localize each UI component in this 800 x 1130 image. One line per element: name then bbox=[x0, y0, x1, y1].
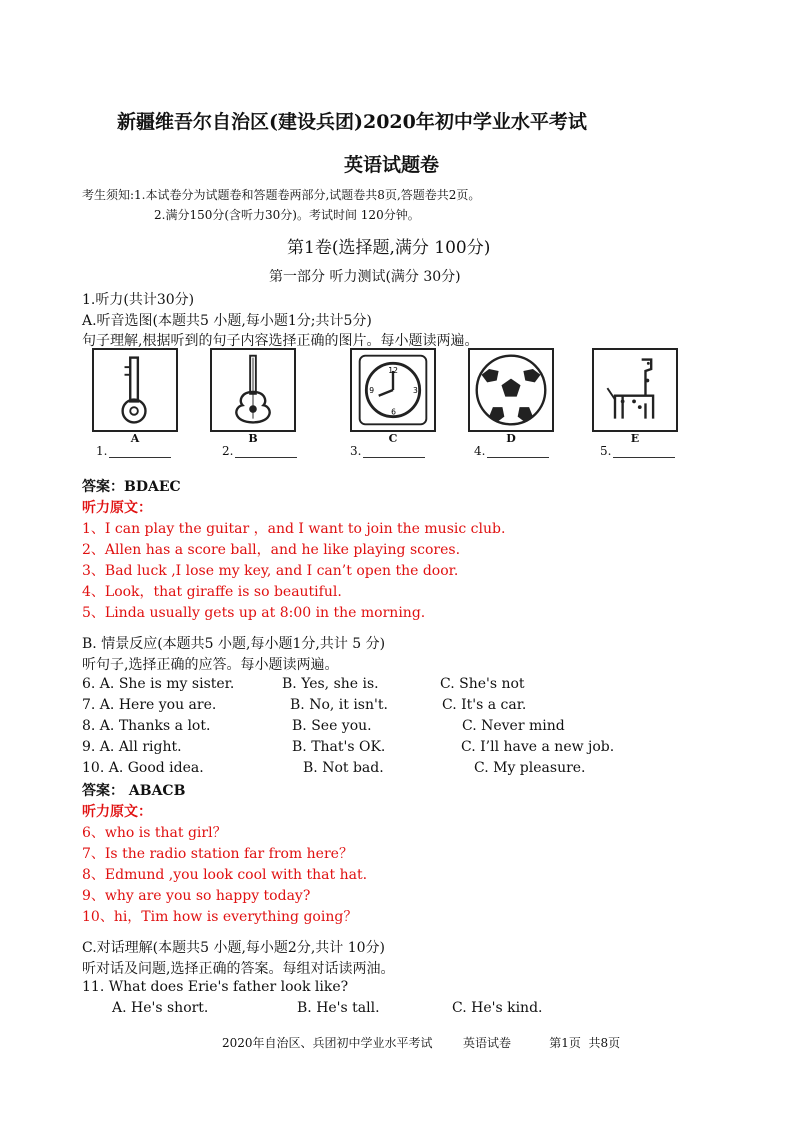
exam-note-2: 2.满分150分(含听力30分)。考试时间 120分钟。 bbox=[154, 208, 420, 222]
script-line: 6、who is that girl？ bbox=[82, 825, 227, 841]
question-option-c[interactable]: C. She's not bbox=[440, 676, 525, 692]
script-line: 10、hi，Tim how is everything going？ bbox=[82, 909, 358, 925]
answer-blank-1[interactable] bbox=[96, 444, 171, 458]
question-11: 11. What does Erie's father look like? bbox=[82, 979, 349, 995]
blank-number: 5. bbox=[600, 444, 612, 458]
clock-icon bbox=[352, 350, 434, 430]
question-option-a[interactable]: 6. A. She is my sister. bbox=[82, 676, 235, 692]
script-line: 4、Look，that giraffe is so beautiful. bbox=[82, 584, 342, 600]
question-option-c[interactable]: C. I’ll have a new job. bbox=[461, 739, 615, 755]
question-option-b[interactable]: B. He's tall. bbox=[297, 1000, 380, 1016]
script-line: 1、I can play the guitar ，and I want to join the music club. bbox=[82, 521, 506, 537]
section-c-instruction: 听对话及问题,选择正确的答案。每组对话读两油。 bbox=[82, 961, 395, 977]
picture-c bbox=[350, 348, 436, 432]
script-line: 2、Allen has a score ball，and he like playing scores. bbox=[82, 542, 461, 558]
section-b-instruction: 听句子,选择正确的应答。每小题读两遍。 bbox=[82, 657, 339, 673]
question-option-b[interactable]: B. That's OK. bbox=[292, 739, 386, 755]
answer-blank-5[interactable] bbox=[600, 444, 675, 458]
svg-text:12: 12 bbox=[388, 365, 398, 375]
exam-note-1: 考生须知:1.本试卷分为试题卷和答题卷两部分,试题卷共8页,答题卷共2页。 bbox=[82, 188, 481, 202]
picture-e bbox=[592, 348, 678, 432]
picture-d bbox=[468, 348, 554, 432]
part-heading: 第一部分 听力测试(满分 30分) bbox=[269, 269, 461, 285]
svg-text:6: 6 bbox=[391, 407, 396, 417]
picture-letter-e: E bbox=[630, 432, 640, 445]
guitar-icon bbox=[212, 350, 294, 430]
script-line: 9、why are you so happy today? bbox=[82, 888, 311, 904]
picture-letter-a: A bbox=[130, 432, 140, 445]
question-option-b[interactable]: B. Yes, she is. bbox=[282, 676, 379, 692]
football-icon bbox=[470, 350, 552, 430]
picture-b bbox=[210, 348, 296, 432]
blank-number: 3. bbox=[350, 444, 362, 458]
picture-letter-c: C bbox=[388, 432, 398, 445]
blank-number: 1. bbox=[96, 444, 108, 458]
answer-blank-3[interactable] bbox=[350, 444, 425, 458]
script-label-a: 听力原文： bbox=[82, 500, 152, 516]
question-option-c[interactable]: C. It's a car. bbox=[442, 697, 527, 713]
section-a-instruction: 句子理解,根据听到的句子内容选择正确的图片。每小题读两遍。 bbox=[82, 333, 479, 349]
script-line: 5、Linda usually gets up at 8:00 in the morning. bbox=[82, 605, 426, 621]
giraffe-icon bbox=[594, 350, 676, 430]
question-option-a[interactable]: 10. A. Good idea. bbox=[82, 760, 204, 776]
picture-a bbox=[92, 348, 178, 432]
question-option-b[interactable]: B. Not bad. bbox=[303, 760, 384, 776]
script-line: 8、Edmund ,you look cool with that hat. bbox=[82, 867, 368, 883]
answer-blank-2[interactable] bbox=[222, 444, 297, 458]
question-option-a[interactable]: 7. A. Here you are. bbox=[82, 697, 217, 713]
answer-blank-4[interactable] bbox=[474, 444, 549, 458]
picture-row bbox=[92, 348, 712, 468]
question-option-c[interactable]: C. Never mind bbox=[462, 718, 565, 734]
script-label-b: 听力原文： bbox=[82, 804, 152, 820]
script-line: 7、Is the radio station far from here？ bbox=[82, 846, 353, 862]
question-option-b[interactable]: B. No, it isn't. bbox=[290, 697, 388, 713]
page-subtitle: 英语试题卷 bbox=[344, 154, 440, 176]
key-icon bbox=[94, 350, 176, 430]
page-title: 新疆维吾尔自治区(建设兵团)2020年初中学业水平考试 bbox=[117, 111, 587, 133]
question-option-a[interactable]: A. He's short. bbox=[112, 1000, 209, 1016]
blank-number: 4. bbox=[474, 444, 486, 458]
question-option-b[interactable]: B. See you. bbox=[292, 718, 372, 734]
picture-letter-d: D bbox=[506, 432, 516, 445]
script-line: 3、Bad luck ,I lose my key, and I can’t open the door. bbox=[82, 563, 459, 579]
answer-a: 答案：BDAEC bbox=[82, 479, 181, 495]
question-option-a[interactable]: 9. A. All right. bbox=[82, 739, 182, 755]
blank-number: 2. bbox=[222, 444, 234, 458]
volume-heading: 第1卷(选择题,满分 100分) bbox=[287, 238, 491, 258]
section-c-heading: C.对话理解(本题共5 小题,每小题2分,共计 10分) bbox=[82, 940, 386, 956]
question-option-c[interactable]: C. He's kind. bbox=[452, 1000, 543, 1016]
svg-text:3: 3 bbox=[413, 385, 418, 395]
section-a-heading: A.听音选图(本题共5 小题,每小题1分;共计5分) bbox=[82, 313, 372, 329]
listening-heading: 1.听力(共计30分) bbox=[82, 292, 195, 308]
question-option-a[interactable]: 8. A. Thanks a lot. bbox=[82, 718, 211, 734]
page-footer: 2020年自治区、兵团初中学业水平考试 英语试卷 第1页 共8页 bbox=[222, 1036, 621, 1050]
answer-b: 答案： ABACB bbox=[82, 783, 186, 799]
exam-notes bbox=[82, 185, 480, 225]
section-b-heading: B. 情景反应(本题共5 小题,每小题1分,共计 5 分) bbox=[82, 636, 386, 652]
picture-letter-b: B bbox=[248, 432, 258, 445]
question-option-c[interactable]: C. My pleasure. bbox=[474, 760, 586, 776]
svg-text:9: 9 bbox=[369, 385, 375, 395]
